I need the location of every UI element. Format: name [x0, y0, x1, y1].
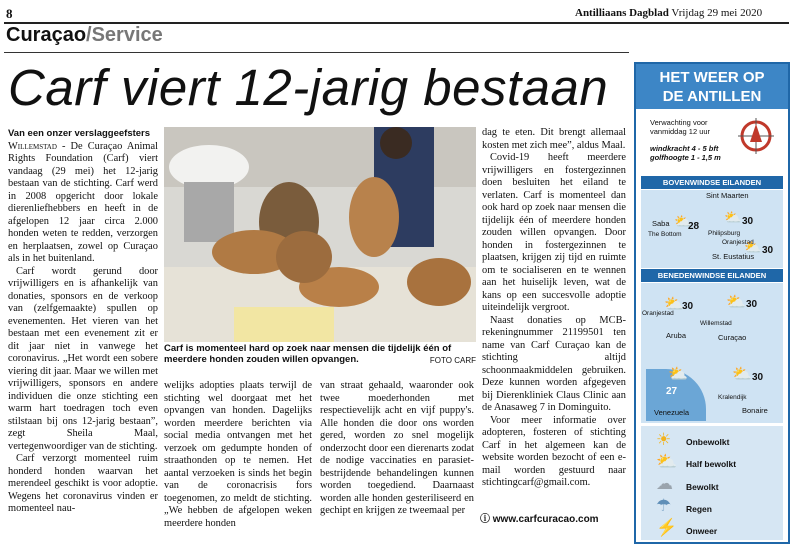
caption-text: Carf is momenteel hard op zoek naar mensen die tijdelijk één of meerdere honden zouden willen opvangen. [164, 343, 452, 365]
thunder-icon: ⚡ [656, 518, 678, 537]
label-willemstad: Willemstad [700, 320, 732, 327]
dateline: Willemstad [8, 140, 57, 152]
label-philipsburg: Philipsburg [708, 230, 741, 237]
weather-panel [634, 62, 790, 544]
article-column-4 [482, 127, 626, 490]
wave-height: golfhoogte 1 - 1,5 m [650, 153, 721, 162]
temp-aruba: 30 [682, 301, 694, 312]
paragraph: van straat gehaald, waaronder ook twee moederhonden met respectievelijk acht en vijf puppy's. Alle honden die door ons worden gered, worden zo snel mogelijk onderzocht door een dierenarts zodat de nodige vaccinaties en parasiet-bestrijdende behandelingen kunnen worden toegediend. Daarnaast worden alle honden gesteriliseerd en gechipt en krijgen ze tweemaal per [320, 380, 474, 516]
article-column-1 [8, 128, 158, 516]
info-icon: ⓘ [480, 514, 490, 525]
windward-header: BOVENWINDSE EILANDEN [641, 176, 783, 189]
forecast-label: Verwachting voor vanmiddag 12 uur [650, 118, 711, 136]
half-cloudy-icon: ⛅ [724, 211, 742, 226]
masthead [575, 7, 762, 19]
half-cloudy-icon: ⛅ [744, 241, 762, 256]
wind-force: windkracht 4 - 5 bft [650, 144, 719, 153]
paragraph: Covid-19 heeft meerdere vrijwilligers en fostergezinnen doen besluiten het eiland te verlaten. Carf is momenteel dan ook hard op zoek naar mensen die tijdelijk één of meerdere honden zouden willen opvangen. Door honden in fostergezinnen te plaatsen, krijgen zij tijd en ruimte om te socialiseren en te wennen aan het huiselijk leven, wat de kans op een succesvolle adoptie uiteindelijk vergroot. [482, 152, 626, 313]
paragraph: Naast donaties op MCB-rekeningnummer 21199501 ten name van Carf Curaçao kan de stichting altijd schoonmaakmiddelen gebruiken. Deze kunnen worden afgegeven bij Dierenkliniek Claus Clinic aan de Anasaweg 7 in Dominguito. [482, 314, 626, 413]
photo-caption [164, 343, 476, 366]
byline-text: Van een onzer verslaggeefsters [8, 128, 151, 139]
paragraph: Voor meer informatie over adopteren, fosteren of stichting Carf in het algemeen kan de website worden bezocht of een e-mail worden gestuurd naar stichtingcarf@gmail.com. [482, 414, 626, 488]
issue-date: Vrijdag 29 mei 2020 [671, 7, 763, 19]
label-bonaire: Bonaire [742, 406, 768, 415]
compass-icon [734, 114, 778, 158]
half-cloudy-icon: ⛅ [726, 294, 746, 311]
half-cloudy-icon: ⛅ [656, 452, 678, 471]
paragraph: dag te eten. Dit brengt allemaal kosten met zich mee”, aldus Maal. [482, 127, 626, 151]
label-sint-maarten: Sint Maarten [706, 191, 749, 200]
section-main: Curaçao [6, 24, 87, 46]
website-text[interactable]: www.carfcuracao.com [492, 514, 599, 525]
paper-name: Antilliaans Dagblad [575, 7, 669, 19]
section-separator: / [86, 24, 92, 46]
website-link[interactable] [480, 510, 599, 525]
label-aruba: Aruba [666, 331, 687, 340]
label-saba: Saba [652, 219, 670, 228]
temp-sint-maarten: 30 [742, 216, 754, 227]
half-cloudy-icon: ⛅ [674, 215, 692, 230]
temp-bonaire: 30 [752, 372, 764, 383]
half-cloudy-icon: ⛅ [732, 366, 752, 383]
paragraph: Carf wordt gerund door vrijwilligers en is afhankelijk van donaties, sponsors en de verkoop van (zelfgemaakte) spullen op evenementen. Het vieren van het bestaan met een evenement zit er dit jaar niet in vanwege het coronavirus. „Het wordt een sobere viering dit jaar. Maar we willen met vrijwilligers, sponsors en andere individuen die onze stichting een warm hart toedragen toch even stilstaan bij ons 12-jarig bestaan”, zegt Sheila Maal, vertegenwoordiger van de stichting. [8, 265, 158, 452]
dogs-photo-illustration [164, 127, 476, 342]
weather-title [636, 64, 788, 109]
label-the-bottom: The Bottom [648, 231, 682, 238]
section-sub: Service [91, 24, 163, 46]
photo-credit: FOTO CARF [429, 356, 476, 365]
weather-title-line-1: HET WEER OP [659, 69, 765, 86]
half-cloudy-icon: ⛅ [664, 296, 684, 313]
legend-rain: Regen [686, 504, 712, 514]
article-column-3 [320, 380, 474, 518]
temp-st-eustatius: 30 [762, 245, 774, 256]
paragraph [8, 141, 158, 266]
section-label [6, 24, 163, 47]
label-kralendijk: Kralendijk [718, 394, 747, 401]
label-curacao: Curaçao [718, 333, 747, 342]
legend-half-cloudy: Half bewolkt [686, 459, 737, 469]
temp-saba: 28 [688, 221, 700, 232]
label-oranjestad-aruba: Oranjestad [642, 310, 674, 317]
legend-cloudy: Bewolkt [686, 482, 719, 492]
sun-icon: ☀ [656, 430, 672, 449]
cloud-icon: ☁ [656, 474, 673, 493]
weather-title-line-2: DE ANTILLEN [662, 88, 762, 105]
half-cloudy-icon: ⛅ [668, 366, 688, 383]
headline: Carf viert 12-jarig bestaan [8, 59, 609, 116]
paragraph-text: - De Curaçao Animal Rights Foundation (Carf) viert vandaag (29 mei) het 12-jarig bestaan van de stichting. Carf werd in 2008 opgericht door lokale dierenliefhebbers en heeft in de afgelopen 12 jaar circa 2.000 honden weten te redden, verzorgen en herplaatsen, zowel op Curaçao als in het buitenland. [8, 140, 158, 264]
leeward-header: BENEDENWINDSE EILANDEN [641, 269, 783, 282]
temp-curacao: 30 [746, 299, 758, 310]
temp-venezuela: 27 [666, 386, 678, 397]
paragraph: welijks adopties plaats terwijl de stichting wel doorgaat met het opvangen van honden. Dagelijks worden meerdere berichten via social media ontvangen met het verzoek om gedumpte honden of straathonden op te nemen. Het aantal verzoeken is sinds het begin van de coronacrisis fors toegenomen, zo meldt de stichting. „We hebben de afgelopen weken meerdere honden [164, 380, 312, 529]
article-column-2 [164, 380, 312, 530]
byline [8, 128, 158, 141]
paragraph: Carf verzorgt momenteel ruim honderd honden waarvan het merendeel geschikt is voor adoptie. Wegens het coronavirus vinden er momenteel nau- [8, 453, 158, 514]
label-venezuela: Venezuela [654, 408, 690, 417]
label-oranjestad-sxm: Oranjestad [722, 239, 754, 246]
page-number: 8 [6, 6, 13, 21]
label-st-eustatius: St. Eustatius [712, 252, 755, 261]
article-photo [164, 127, 476, 342]
rain-icon: ☂ [656, 496, 672, 515]
legend-thunder: Onweer [686, 526, 718, 536]
section-rule [4, 52, 629, 53]
legend-sunny: Onbewolkt [686, 437, 730, 447]
